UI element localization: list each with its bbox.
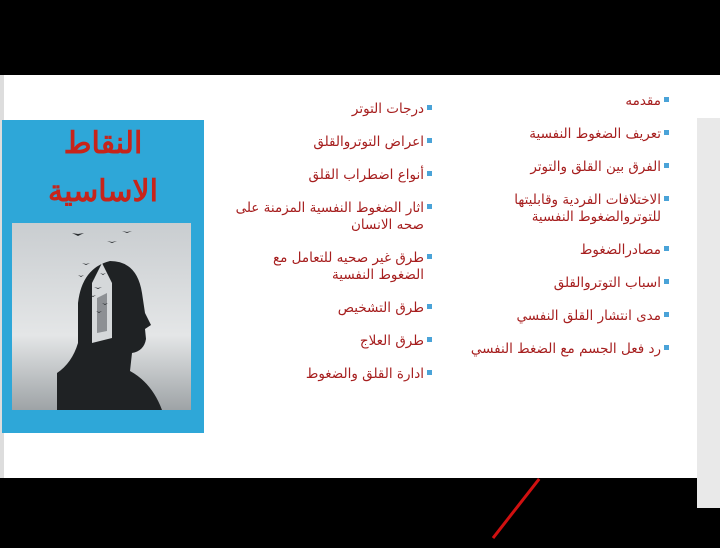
title-panel [2, 120, 204, 433]
list-item: مصادرالضغوط [470, 242, 669, 259]
bullet-icon [427, 254, 432, 259]
list-item: تعريف الضغوط النفسية [470, 126, 669, 143]
list-item: رد فعل الجسم مع الضغط النفسي [470, 341, 669, 358]
list-item: درجات التوتر [225, 101, 432, 118]
slide-right-strip [697, 118, 720, 508]
list-item: اعراض التوتروالقلق [225, 134, 432, 151]
bullet-icon [664, 279, 669, 284]
list-item: مدى انتشار القلق النفسي [470, 308, 669, 325]
list-item: طرق غير صحيه للتعامل مع الضغوط النفسية [225, 250, 432, 284]
silhouette-photo [12, 223, 191, 410]
bullet-icon [427, 370, 432, 375]
list-item: الاختلافات الفردية وقابليتها للتوتروالضغوط النفسية [470, 192, 669, 226]
bullet-icon [664, 312, 669, 317]
list-item: طرق التشخيص [225, 300, 432, 317]
panel-title-line2: الاساسية [48, 174, 158, 209]
list-item: طرق العلاج [225, 333, 432, 350]
list-item: اسباب التوتروالقلق [470, 275, 669, 292]
bullet-icon [427, 105, 432, 110]
bullet-icon [427, 304, 432, 309]
bullet-icon [664, 246, 669, 251]
laser-pointer-line [492, 478, 541, 539]
list-item: أنواع اضطراب القلق [225, 167, 432, 184]
slide [0, 75, 720, 478]
panel-title-line1: النقاط [63, 126, 143, 161]
bullet-icon [427, 337, 432, 342]
topics-middle-column [225, 101, 432, 399]
bullet-icon [427, 138, 432, 143]
list-item: اثار الضغوط النفسية المزمنة على صحه الانسان [225, 200, 432, 234]
list-item: الفرق بين القلق والتوتر [470, 159, 669, 176]
bullet-icon [427, 204, 432, 209]
bullet-icon [664, 97, 669, 102]
bullet-icon [427, 171, 432, 176]
topics-right-column [470, 93, 669, 374]
bullet-icon [664, 130, 669, 135]
list-item: ادارة القلق والضغوط [225, 366, 432, 383]
bullet-icon [664, 163, 669, 168]
bullet-icon [664, 345, 669, 350]
bullet-icon [664, 196, 669, 201]
list-item: مقدمه [470, 93, 669, 110]
